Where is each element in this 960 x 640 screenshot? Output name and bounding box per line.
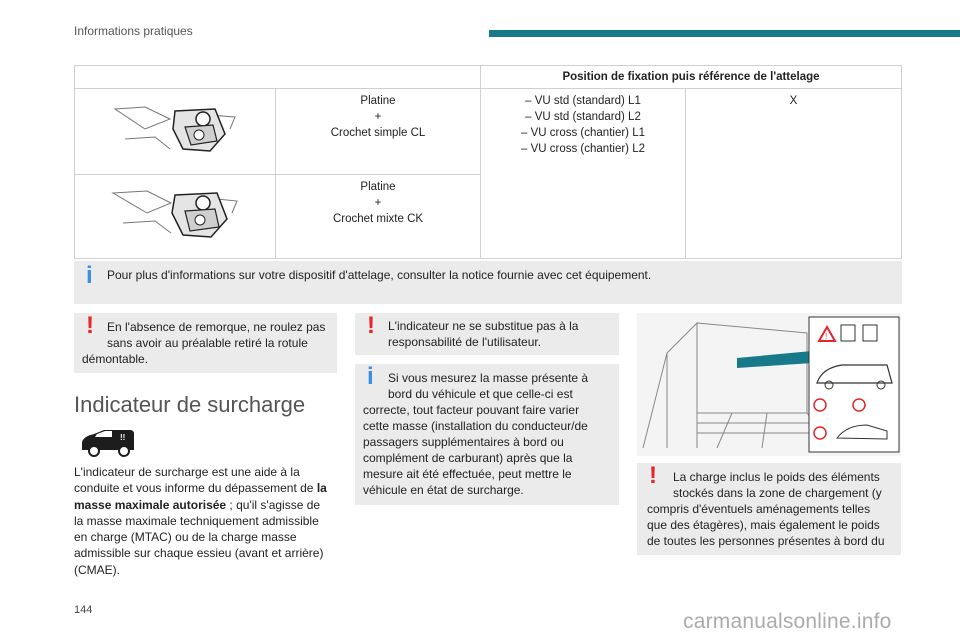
table-header: Position de fixation puis référence de l'attelage [481,66,902,89]
info-icon: i [86,262,93,289]
header-accent-bar [489,30,960,37]
warning-icon: ! [649,462,657,489]
tow-hitch-ck-illustration [75,175,275,253]
info-icon: i [367,363,374,390]
coupling-table [74,65,902,259]
cargo-area-drawing [637,313,901,456]
page-number: 144 [74,604,93,616]
info-box-attelage [74,261,902,304]
tow-hitch-cl-illustration [75,89,275,169]
section-header-title: Informations pratiques [74,24,193,38]
hitch-image-cl [75,89,276,175]
overload-description: L'indicateur de surcharge est une aide à la conduite et vous informe du dépassement de la masse maximale autorisée ; qu'il s'agisse de la masse maximale techniquement admissible en charge (MTAC) ou de la charge masse admissible sur chaque essieu (avant et arrière) (CMAE). [74,465,327,577]
watermark-text: carmanualsonline.info [683,610,892,633]
svg-text:!!: !! [120,433,126,442]
warning-icon: ! [367,312,375,339]
warning-box-indicateur: ! L'indicateur ne se substitue pas à la responsabilité de l'utilisateur. [355,313,619,355]
info-text: Pour plus d'informations sur votre dispositif d'attelage, consulter la notice fournie avec cet équipement. [107,268,652,282]
info-box-masse: i Si vous mesurez la masse présente à bord du véhicule et que celle-ci est correcte, tout facteur pouvant faire varier cette masse (installation du conducteur/de passagers supplémentaires à bord ou complément de carburant) après que la mesure ait été effectuée, peut mettre le véhicule en état de surcharge. [355,364,619,505]
variants-cell: – VU std (standard) L1 – VU std (standard) L2 – VU cross (chantier) L1 – VU cross (chantier) L2 [481,89,686,259]
van-overload-icon [80,428,136,458]
cargo-area-illustration [637,313,901,456]
section-title: Indicateur de surcharge [74,392,306,417]
device-cell-ck: Platine + Crochet mixte CK [276,175,481,259]
warning-icon: ! [86,312,94,339]
position-mark-cell: X [686,89,902,259]
svg-text:!: ! [825,332,828,341]
warning-box-charge: ! La charge inclus le poids des éléments stockés dans la zone de chargement (y compris d'éventuels aménagements telles que des étagères), mais également le poids de toutes les personnes présentes à bord du [637,463,901,555]
hitch-image-ck [75,175,276,259]
warning-box-remorque: ! En l'absence de remorque, ne roulez pas sans avoir au préalable retiré la rotule démontable. [74,313,337,373]
device-cell-cl: Platine + Crochet simple CL [276,89,481,175]
